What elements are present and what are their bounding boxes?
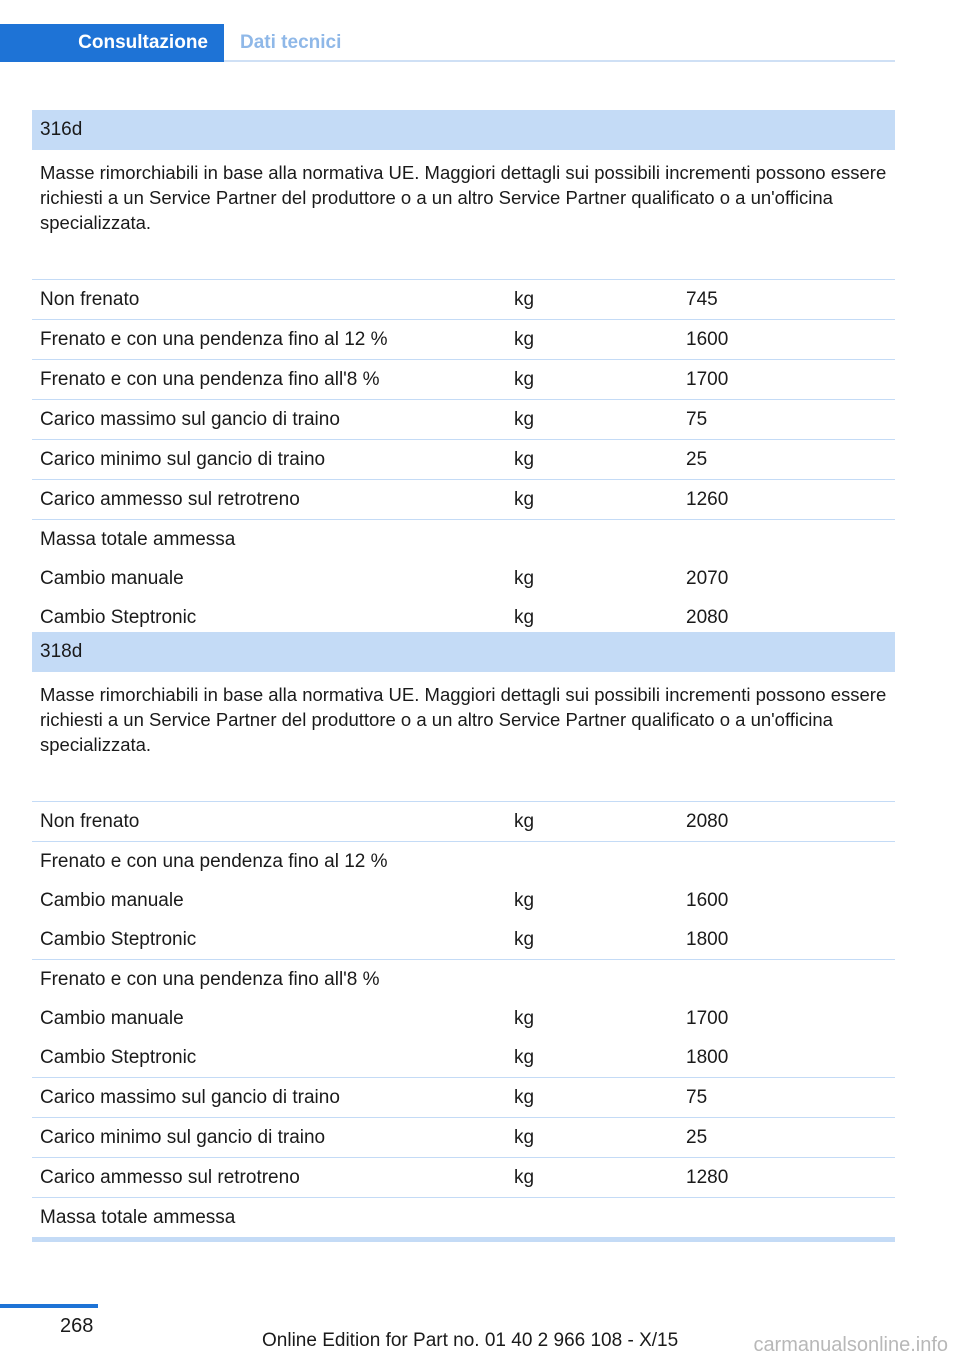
row-unit: kg bbox=[514, 1007, 535, 1029]
row-unit: kg bbox=[514, 1046, 535, 1068]
row-value: 25 bbox=[686, 1126, 708, 1148]
row-value: 745 bbox=[686, 288, 718, 310]
row-label: Massa totale ammessa bbox=[40, 1206, 236, 1228]
table-row bbox=[32, 881, 895, 920]
spec-table-316d bbox=[32, 110, 895, 642]
spec-description: Masse rimorchiabili in base alla normativa UE. Maggiori dettagli sui possibili incrementi possono essere richiesti a un Service Partner del produttore o a un altro Service Partner qualificato o a un'officina specializzata. bbox=[32, 672, 895, 802]
table-row bbox=[32, 920, 895, 960]
row-value: 2080 bbox=[686, 606, 729, 628]
row-label: Cambio Steptronic bbox=[40, 606, 197, 628]
row-label: Non frenato bbox=[40, 810, 140, 832]
page-header bbox=[0, 0, 960, 62]
row-unit: kg bbox=[514, 567, 535, 589]
header-divider bbox=[224, 60, 895, 62]
row-label: Cambio manuale bbox=[40, 567, 184, 589]
table-row bbox=[32, 559, 895, 598]
row-label: Carico massimo sul gancio di traino bbox=[40, 408, 340, 430]
row-label: Massa totale ammessa bbox=[40, 528, 236, 550]
table-row bbox=[32, 440, 895, 480]
table-row bbox=[32, 1198, 895, 1237]
row-label: Non frenato bbox=[40, 288, 140, 310]
row-unit: kg bbox=[514, 1086, 535, 1108]
row-label: Frenato e con una pendenza fino all'8 % bbox=[40, 968, 380, 990]
row-label: Cambio Steptronic bbox=[40, 928, 197, 950]
row-value: 1800 bbox=[686, 928, 729, 950]
row-label: Cambio Steptronic bbox=[40, 1046, 197, 1068]
row-value: 2070 bbox=[686, 567, 729, 589]
table-row bbox=[32, 280, 895, 320]
table-row bbox=[32, 320, 895, 360]
row-label: Cambio manuale bbox=[40, 889, 184, 911]
row-unit: kg bbox=[514, 368, 535, 390]
spec-description: Masse rimorchiabili in base alla normativa UE. Maggiori dettagli sui possibili incrementi possono essere richiesti a un Service Partner del produttore o a un altro Service Partner qualificato o a un'officina specializzata. bbox=[32, 150, 895, 280]
row-label: Carico ammesso sul retrotreno bbox=[40, 1166, 300, 1188]
row-label: Carico minimo sul gancio di traino bbox=[40, 1126, 326, 1148]
row-unit: kg bbox=[514, 448, 535, 470]
table-row bbox=[32, 480, 895, 520]
table-row bbox=[32, 802, 895, 842]
row-value: 2080 bbox=[686, 810, 729, 832]
row-unit: kg bbox=[514, 1126, 535, 1148]
table-row bbox=[32, 400, 895, 440]
row-unit: kg bbox=[514, 408, 535, 430]
row-unit: kg bbox=[514, 889, 535, 911]
edition-note: Online Edition for Part no. 01 40 2 966 108 - X/15 bbox=[262, 1330, 679, 1351]
row-label: Frenato e con una pendenza fino al 12 % bbox=[40, 850, 388, 872]
table-row bbox=[32, 1078, 895, 1118]
footer-accent-bar bbox=[0, 1304, 98, 1308]
table-row bbox=[32, 1158, 895, 1198]
row-label: Carico massimo sul gancio di traino bbox=[40, 1086, 340, 1108]
row-label: Cambio manuale bbox=[40, 1007, 184, 1029]
table-row bbox=[32, 960, 895, 999]
table-row bbox=[32, 1118, 895, 1158]
row-unit: kg bbox=[514, 1166, 535, 1188]
row-label: Carico minimo sul gancio di traino bbox=[40, 448, 326, 470]
row-value: 1700 bbox=[686, 368, 729, 390]
table-row bbox=[32, 1038, 895, 1078]
row-value: 1600 bbox=[686, 889, 729, 911]
row-unit: kg bbox=[514, 488, 535, 510]
table-row bbox=[32, 360, 895, 400]
table-row bbox=[32, 842, 895, 881]
row-value: 1800 bbox=[686, 1046, 729, 1068]
page-number: 268 bbox=[60, 1315, 94, 1337]
spec-title: 316d bbox=[32, 110, 895, 150]
row-label: Carico ammesso sul retrotreno bbox=[40, 488, 300, 510]
row-value: 1700 bbox=[686, 1007, 729, 1029]
row-unit: kg bbox=[514, 328, 535, 350]
row-value: 75 bbox=[686, 1086, 708, 1108]
row-value: 1280 bbox=[686, 1166, 729, 1188]
spec-table-318d bbox=[32, 632, 895, 1242]
row-value: 1260 bbox=[686, 488, 729, 510]
row-unit: kg bbox=[514, 606, 535, 628]
row-unit: kg bbox=[514, 928, 535, 950]
spec-title: 318d bbox=[32, 632, 895, 672]
table-end-rule bbox=[32, 1237, 895, 1242]
row-label: Frenato e con una pendenza fino al 12 % bbox=[40, 328, 388, 350]
row-value: 25 bbox=[686, 448, 708, 470]
tab-dati-tecnici[interactable]: Dati tecnici bbox=[240, 32, 342, 53]
row-unit: kg bbox=[514, 288, 535, 310]
row-unit: kg bbox=[514, 810, 535, 832]
tab-consultazione[interactable]: Consultazione bbox=[0, 24, 224, 62]
row-value: 1600 bbox=[686, 328, 729, 350]
row-value: 75 bbox=[686, 408, 708, 430]
table-row bbox=[32, 999, 895, 1038]
table-row bbox=[32, 520, 895, 559]
watermark: carmanualsonline.info bbox=[753, 1334, 948, 1356]
row-label: Frenato e con una pendenza fino all'8 % bbox=[40, 368, 380, 390]
